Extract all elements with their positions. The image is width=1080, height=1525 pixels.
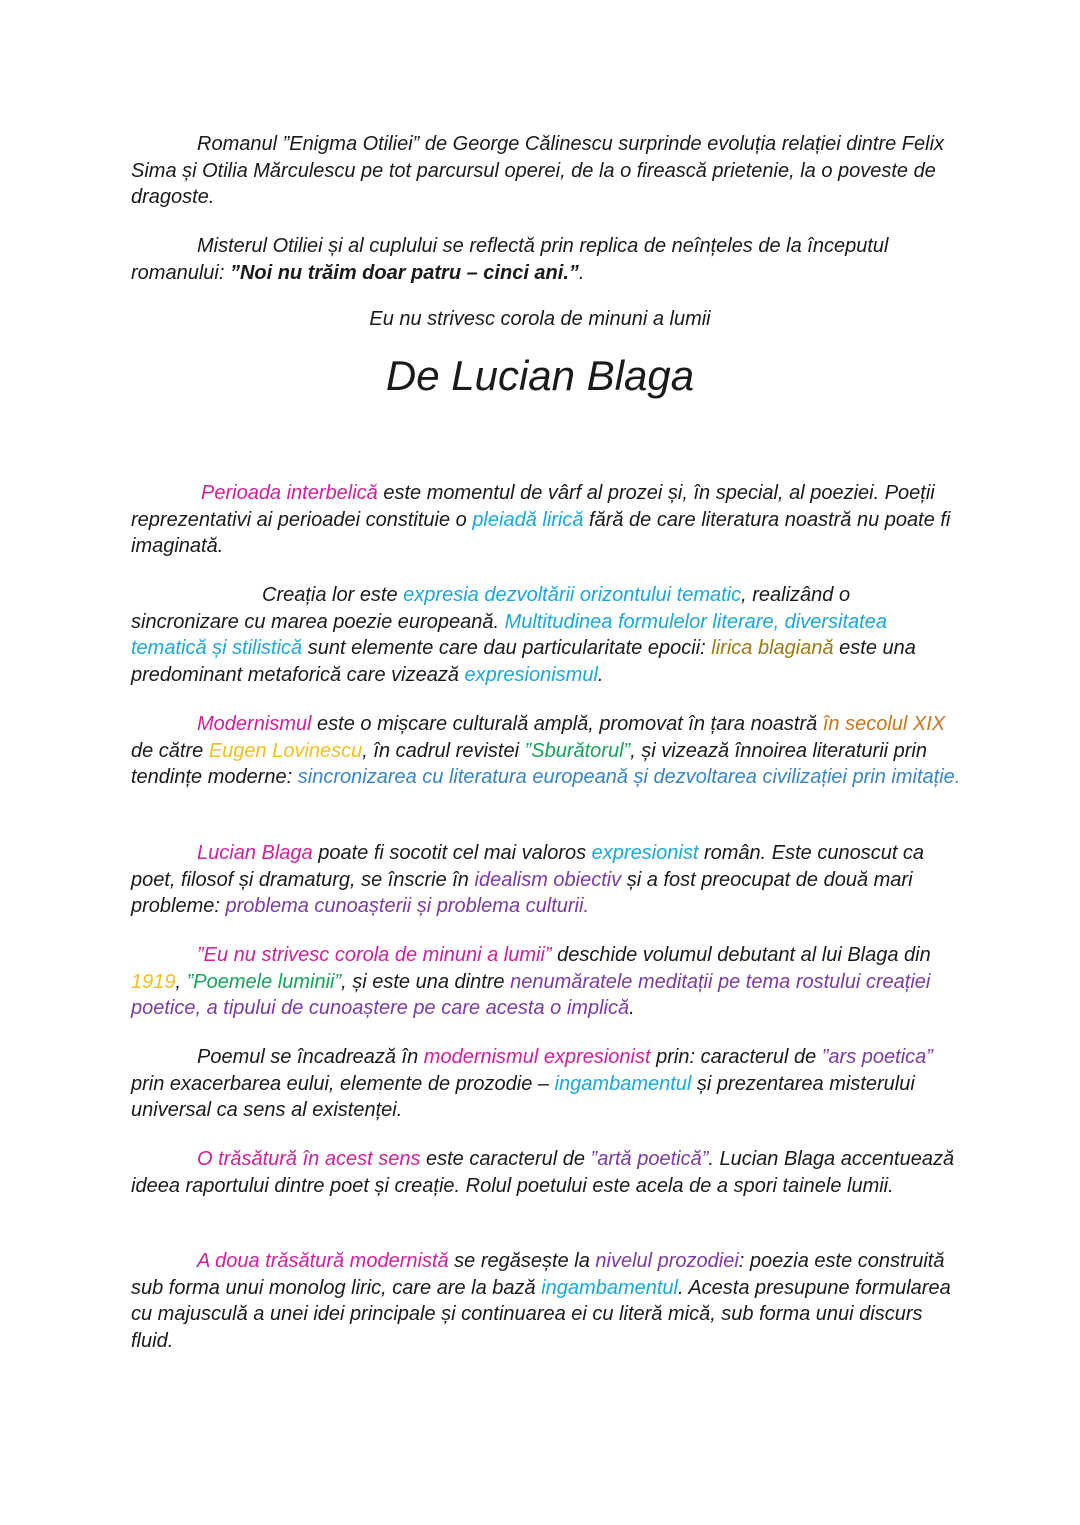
paragraph-text: fără de care literatura noastră nu poate fi imaginată. [131, 508, 951, 557]
paragraph-text: Misterul Otiliei și al cuplului se reflectă prin replica de neînțeles de la începutul romanului: [131, 235, 889, 284]
highlighted-term: expresionist [591, 842, 699, 864]
paragraph-text: . Lucian Blaga accentuează ideea raportului dintre poet și creație. Rolul poetului este acela de a spori tainele lumii. [131, 1148, 955, 1197]
paragraph-text: Poemul se încadrează în [197, 1046, 424, 1068]
paragraph-text: este caracterul de [420, 1148, 591, 1170]
paragraph [131, 131, 961, 211]
paragraph [131, 942, 961, 1022]
highlighted-term: ingambamentul [554, 1072, 692, 1095]
highlighted-term: sincronizarea cu literatura europeană și dezvoltarea civilizației prin imitație. [297, 766, 961, 788]
paragraph [131, 840, 961, 920]
paragraph-text: și a fost preocupat de două mari probleme: [131, 868, 913, 917]
poem-title: Eu nu strivesc corola de minuni a lumii [369, 308, 711, 330]
paragraph-text: . [578, 261, 585, 284]
highlighted-term: ”Poemele luminii” [186, 970, 342, 993]
paragraph-text: și prezentarea misterului universal ca sens al existenței. [131, 1072, 915, 1121]
paragraph-text: , și este una dintre [341, 970, 511, 993]
highlighted-term: A doua trăsătură modernistă [197, 1250, 449, 1272]
highlighted-term: Eugen Lovinescu [208, 739, 363, 762]
highlighted-term: nenumăratele meditații pe tema rostului creației poetice, a tipului de cunoaștere pe care acesta o implică [131, 970, 931, 1019]
paragraph-text: român. Este cunoscut ca poet, filosof și dramaturg, se înscrie în [131, 842, 925, 891]
highlighted-term: Lucian Blaga [197, 842, 313, 864]
highlighted-term: ”artă poetică” [590, 1148, 709, 1170]
paragraph [131, 1044, 961, 1124]
highlighted-term: nivelul prozodiei [595, 1250, 739, 1272]
highlighted-term: ingambamentul [541, 1276, 678, 1299]
paragraph-text: Creația lor este [262, 584, 404, 606]
highlighted-term: ”Sburătorul” [524, 739, 631, 762]
paragraph-text: deschide volumul debutant al lui Blaga din [551, 944, 931, 966]
paragraph-text: de către [131, 739, 209, 762]
paragraph-text: este o mișcare culturală amplă, promovat în țara noastră [311, 713, 823, 735]
paragraph-text: se regăsește la [448, 1250, 596, 1272]
poem-author-heading: De Lucian Blaga [385, 352, 695, 399]
paragraph-text: ”Noi nu trăim doar patru – cinci ani.” [229, 261, 579, 284]
highlighted-term: 1919 [131, 970, 176, 993]
paragraph-text: Romanul ”Enigma Otiliei” de George Călinescu surprinde evoluția relației dintre Felix Sima și Otilia Mărculescu pe tot parcursul operei, de la o firească prietenie, la o poveste de dragoste. [131, 133, 945, 208]
highlighted-term: expresionismul [464, 663, 598, 686]
paragraph [131, 233, 961, 286]
highlighted-term: Multitudinea formulelor literare, diversitatea tematică și stilistică [131, 610, 887, 659]
highlighted-term: O trăsătură în acest sens [197, 1148, 421, 1170]
paragraph [131, 480, 961, 560]
paragraph-text: poate fi socotit cel mai valoros [312, 842, 592, 864]
paragraph-text: : poezia este construită sub forma unui monolog liric, care are la bază [131, 1250, 945, 1299]
highlighted-term: problema cunoașterii și problema culturii. [225, 895, 589, 917]
paragraph [131, 1146, 961, 1199]
highlighted-term: ”ars poetica” [821, 1046, 933, 1068]
paragraph [131, 711, 961, 791]
paragraph-text: , și vizează înnoirea literaturii prin tendințe moderne: [131, 739, 927, 788]
highlighted-term: pleiadă lirică [472, 508, 584, 531]
paragraph-text: prin: caracterul de [650, 1046, 822, 1068]
highlighted-term: expresia dezvoltării orizontului tematic [403, 584, 742, 606]
paragraph-text: prin exacerbarea eului, elemente de prozodie – [131, 1072, 555, 1095]
highlighted-term: modernismul expresionist [423, 1046, 651, 1068]
paragraph-text: , în cadrul revistei [362, 739, 525, 762]
paragraph-text: . [597, 663, 604, 686]
highlighted-term: ”Eu nu strivesc corola de minuni a lumii” [197, 944, 552, 966]
paragraph-text: este momentul de vârf al prozei și, în special, al poeziei. Poeții reprezentativi ai perioadei constituie o [131, 482, 935, 531]
paragraph-text: este una predominant metaforică care vizează [131, 637, 916, 686]
paragraph-text: , realizând o sincronizare cu marea poezie europeană. [131, 584, 851, 633]
paragraph-text: . Acesta presupune formularea cu majusculă a unei idei principale și continuarea ei cu literă mică, sub forma unui discurs fluid. [131, 1276, 951, 1352]
paragraph-text: , [175, 970, 187, 993]
paragraph-text: . [629, 997, 635, 1019]
paragraph-text: sunt elemente care dau particularitate epocii: [302, 637, 712, 659]
highlighted-term: lirica blagiană [711, 637, 834, 659]
highlighted-term: Modernismul [197, 713, 312, 735]
paragraph [131, 1248, 961, 1354]
highlighted-term: în secolul XIX [822, 713, 946, 735]
paragraph [131, 582, 961, 688]
highlighted-term: Perioada interbelică [201, 482, 378, 504]
highlighted-term: idealism obiectiv [474, 868, 622, 891]
